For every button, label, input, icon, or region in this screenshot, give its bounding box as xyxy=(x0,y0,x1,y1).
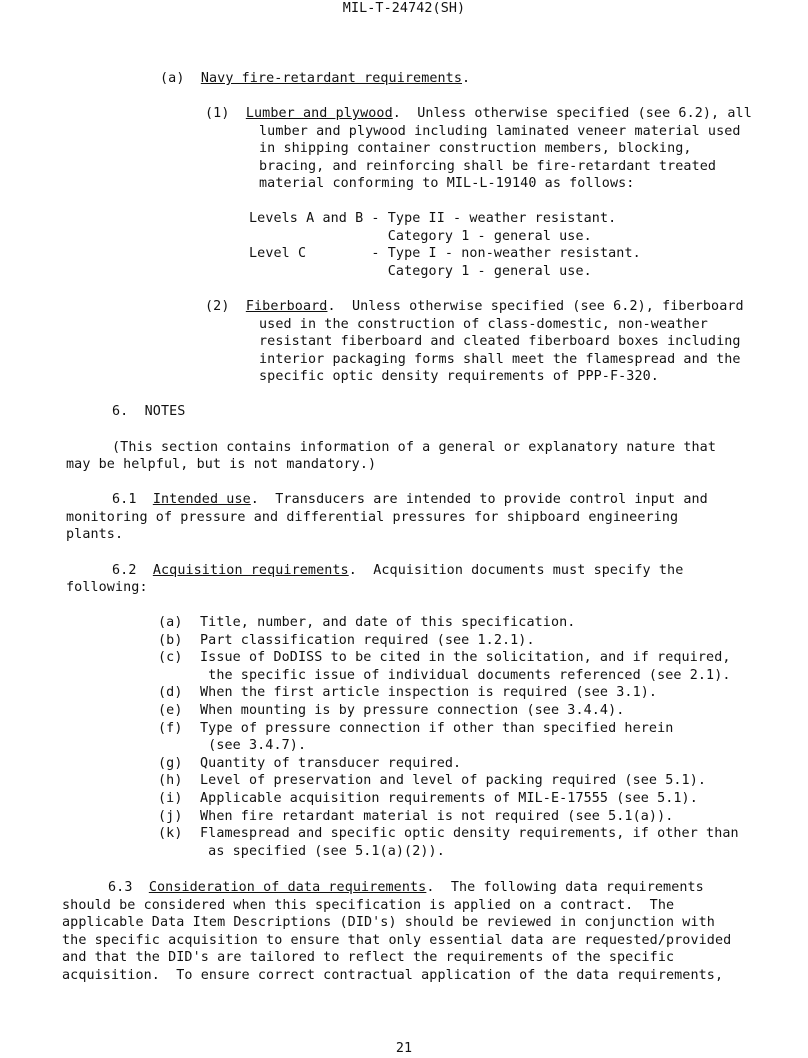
list-item-label: (h) xyxy=(158,773,183,788)
list-item-text: Type of pressure connection if other than specified herein xyxy=(200,721,674,736)
section-6-3-line: acquisition. To ensure correct contractual application of the data requirements, xyxy=(62,968,724,983)
list-item-label: (f) xyxy=(158,721,183,736)
list-item-label: (g) xyxy=(158,756,183,771)
item-2-line: resistant fiberboard and cleated fiberboard boxes including xyxy=(259,334,741,349)
list-item-text: Quantity of transducer required. xyxy=(200,756,462,771)
section-6-3-line: applicable Data Item Descriptions (DID's) should be reviewed in conjunction with xyxy=(62,915,715,930)
list-item-text: When mounting is by pressure connection (see 3.4.4). xyxy=(200,703,625,718)
section-6-2-number: 6.2 xyxy=(112,563,137,578)
list-item-text: When the first article inspection is required (see 3.1). xyxy=(200,685,658,700)
list-item-text: Level of preservation and level of packing required (see 5.1). xyxy=(200,773,707,788)
item-1-title: Lumber and plywood xyxy=(245,106,393,121)
section-6-1-first-line xyxy=(112,491,708,509)
section-6-3-first-line xyxy=(108,879,704,897)
notes-intro-line: (This section contains information of a general or explanatory nature that xyxy=(112,440,716,455)
list-item-text: Flamespread and specific optic density requirements, if other than xyxy=(200,826,739,841)
document-header: MIL-T-24742(SH) xyxy=(342,1,466,16)
level-line: Level C - Type I - non-weather resistant. xyxy=(249,246,641,261)
list-item-label: (c) xyxy=(158,650,183,665)
section-a-label: (a) xyxy=(160,71,185,86)
section-6-1-line: monitoring of pressure and differential pressures for shipboard engineering xyxy=(66,510,679,525)
section-6-2-line1-rest: . Acquisition documents must specify the xyxy=(348,563,684,578)
level-line: Category 1 - general use. xyxy=(249,229,592,244)
level-line: Category 1 - general use. xyxy=(249,264,592,279)
item-1-label: (1) xyxy=(205,106,230,121)
list-item-text: Applicable acquisition requirements of MIL-E-17555 (see 5.1). xyxy=(200,791,698,806)
section-6-3-line: the specific acquisition to ensure that only essential data are requested/provided xyxy=(62,933,732,948)
item-1-first-line xyxy=(205,105,752,123)
section-6-2-title: Acquisition requirements xyxy=(152,563,349,578)
section-6-3-line: should be considered when this specification is applied on a contract. The xyxy=(62,898,675,913)
item-1-line1-rest: . Unless otherwise specified (see 6.2), all xyxy=(392,106,752,121)
notes-intro-line: may be helpful, but is not mandatory.) xyxy=(66,457,377,472)
list-item-text: the specific issue of individual documents referenced (see 2.1). xyxy=(200,668,731,683)
item-2-line: specific optic density requirements of PPP-F-320. xyxy=(259,369,659,384)
section-6-2-first-line xyxy=(112,562,683,580)
section-6-1-line1-rest: . Transducers are intended to provide control input and xyxy=(250,492,708,507)
list-item-label: (d) xyxy=(158,685,183,700)
section-6-3-line: and that the DID's are tailored to reflect the requirements of the specific xyxy=(62,950,675,965)
list-item-label: (i) xyxy=(158,791,183,806)
list-item-text: (see 3.4.7). xyxy=(200,738,307,753)
notes-heading: 6. NOTES xyxy=(112,404,186,419)
section-6-1-number: 6.1 xyxy=(112,492,137,507)
section-6-2-line: following: xyxy=(66,580,148,595)
item-1-line: bracing, and reinforcing shall be fire-retardant treated xyxy=(259,159,717,174)
item-2-line: interior packaging forms shall meet the flamespread and the xyxy=(259,352,741,367)
page-number: 21 xyxy=(395,1041,413,1056)
section-6-3-number: 6.3 xyxy=(108,880,133,895)
item-2-line: used in the construction of class-domestic, non-weather xyxy=(259,317,708,332)
section-6-3-title: Consideration of data requirements xyxy=(148,880,427,895)
item-1-line: material conforming to MIL-L-19140 as follows: xyxy=(259,176,635,191)
section-a-end: . xyxy=(462,71,471,86)
section-6-3-line1-rest: . The following data requirements xyxy=(426,880,704,895)
level-line: Levels A and B - Type II - weather resistant. xyxy=(249,211,617,226)
section-6-1-title: Intended use xyxy=(152,492,251,507)
list-item-label: (j) xyxy=(158,809,183,824)
list-item-label: (k) xyxy=(158,826,183,841)
item-2-first-line xyxy=(205,298,744,316)
section-a-title: Navy fire-retardant requirements xyxy=(200,71,463,86)
item-2-label: (2) xyxy=(205,299,230,314)
list-item-label: (a) xyxy=(158,615,183,630)
list-item-text: Title, number, and date of this specification. xyxy=(200,615,576,630)
section-a-heading xyxy=(160,70,470,88)
list-item-label: (e) xyxy=(158,703,183,718)
item-1-line: lumber and plywood including laminated veneer material used xyxy=(259,124,741,139)
list-item-text: Part classification required (see 1.2.1). xyxy=(200,633,535,648)
list-item-text: When fire retardant material is not required (see 5.1(a)). xyxy=(200,809,674,824)
item-2-title: Fiberboard xyxy=(245,299,328,314)
list-item-text: as specified (see 5.1(a)(2)). xyxy=(200,844,445,859)
list-item-text: Issue of DoDISS to be cited in the solicitation, and if required, xyxy=(200,650,731,665)
list-item-label: (b) xyxy=(158,633,183,648)
item-2-line1-rest: . Unless otherwise specified (see 6.2), fiberboard xyxy=(327,299,744,314)
item-1-line: in shipping container construction members, blocking, xyxy=(259,141,692,156)
section-6-1-line: plants. xyxy=(66,527,124,542)
